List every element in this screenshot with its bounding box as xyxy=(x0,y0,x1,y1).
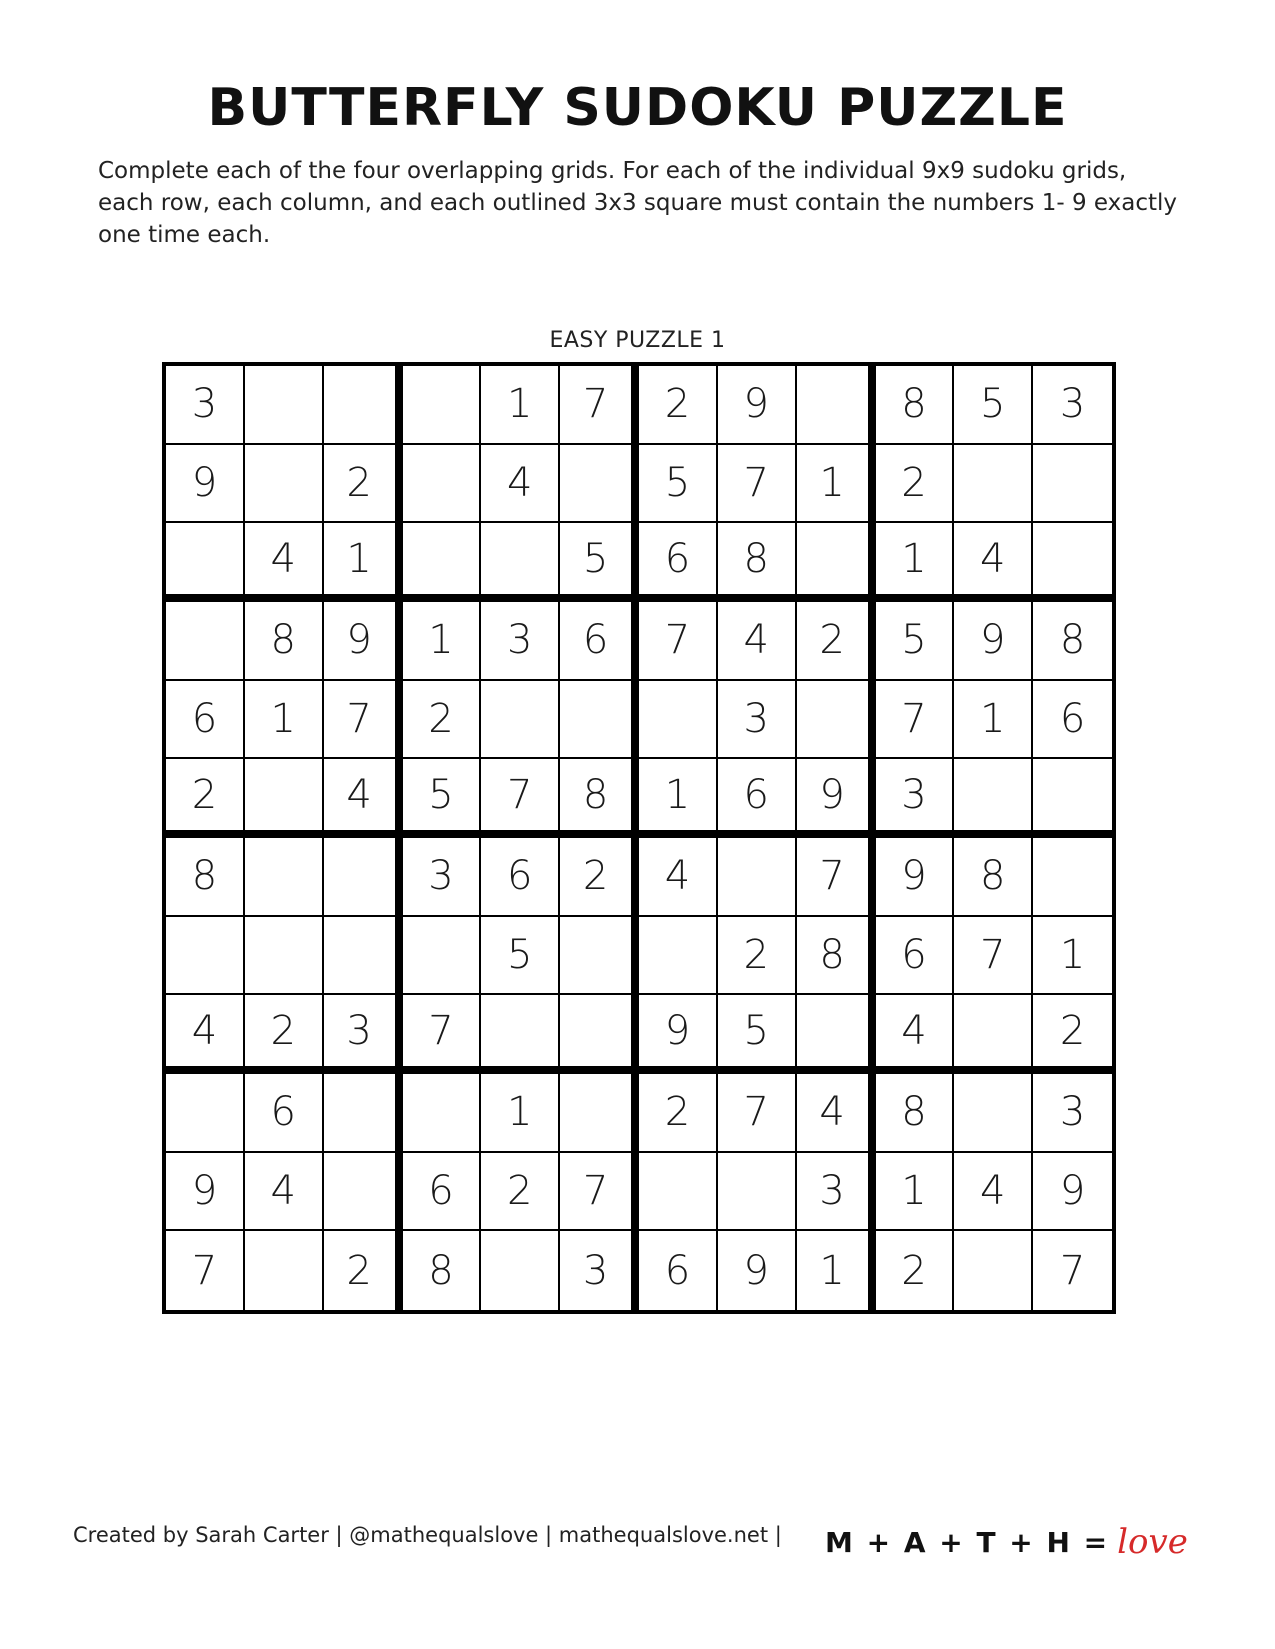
sudoku-cell: 2 xyxy=(324,445,403,524)
sudoku-cell: 4 xyxy=(245,1153,324,1232)
sudoku-cell xyxy=(245,445,324,524)
sudoku-cell xyxy=(718,838,797,917)
sudoku-cell xyxy=(403,445,482,524)
sudoku-cell: 4 xyxy=(324,759,403,838)
sudoku-cell: 1 xyxy=(639,759,718,838)
sudoku-cell xyxy=(166,602,245,681)
sudoku-cell: 8 xyxy=(876,1074,955,1153)
puzzle-label: EASY PUZZLE 1 xyxy=(549,328,726,353)
sudoku-cell: 8 xyxy=(403,1231,482,1310)
sudoku-cell xyxy=(797,523,876,602)
sudoku-cell: 1 xyxy=(797,1231,876,1310)
sudoku-cell: 3 xyxy=(403,838,482,917)
sudoku-cell xyxy=(954,1074,1033,1153)
sudoku-cell: 5 xyxy=(560,523,639,602)
sudoku-cell: 7 xyxy=(481,759,560,838)
sudoku-cell xyxy=(324,917,403,996)
sudoku-cell: 4 xyxy=(718,602,797,681)
sudoku-cell: 6 xyxy=(403,1153,482,1232)
sudoku-cell xyxy=(166,1074,245,1153)
sudoku-cell: 2 xyxy=(560,838,639,917)
sudoku-cell xyxy=(245,1231,324,1310)
sudoku-cell xyxy=(1033,523,1112,602)
sudoku-cell xyxy=(639,917,718,996)
sudoku-cell: 6 xyxy=(166,681,245,760)
sudoku-cell: 5 xyxy=(639,445,718,524)
sudoku-cell: 3 xyxy=(560,1231,639,1310)
sudoku-cell: 3 xyxy=(481,602,560,681)
sudoku-cell: 6 xyxy=(245,1074,324,1153)
sudoku-cell: 3 xyxy=(876,759,955,838)
sudoku-cell: 6 xyxy=(481,838,560,917)
sudoku-cell xyxy=(560,917,639,996)
sudoku-cell: 4 xyxy=(954,1153,1033,1232)
sudoku-cell: 1 xyxy=(954,681,1033,760)
sudoku-cell: 5 xyxy=(403,759,482,838)
sudoku-cell: 1 xyxy=(245,681,324,760)
sudoku-cell: 7 xyxy=(954,917,1033,996)
sudoku-cell: 8 xyxy=(797,917,876,996)
sudoku-cell: 4 xyxy=(797,1074,876,1153)
sudoku-cell xyxy=(324,838,403,917)
sudoku-cell: 2 xyxy=(324,1231,403,1310)
sudoku-cell xyxy=(481,995,560,1074)
sudoku-cell xyxy=(403,366,482,445)
sudoku-cell: 8 xyxy=(1033,602,1112,681)
sudoku-cell xyxy=(403,917,482,996)
sudoku-cell: 1 xyxy=(481,1074,560,1153)
sudoku-cell xyxy=(324,366,403,445)
sudoku-cell: 1 xyxy=(797,445,876,524)
sudoku-cell: 8 xyxy=(166,838,245,917)
sudoku-grid xyxy=(162,362,1116,1314)
sudoku-cell: 1 xyxy=(403,602,482,681)
sudoku-cell: 6 xyxy=(1033,681,1112,760)
sudoku-cell: 9 xyxy=(166,1153,245,1232)
sudoku-cell xyxy=(1033,838,1112,917)
footer-credit: Created by Sarah Carter | @mathequalslove | mathequalslove.net | xyxy=(73,1523,782,1547)
sudoku-cell: 2 xyxy=(639,1074,718,1153)
page-title: BUTTERFLY SUDOKU PUZZLE xyxy=(207,78,1068,138)
sudoku-cell xyxy=(560,445,639,524)
sudoku-cell: 3 xyxy=(1033,366,1112,445)
sudoku-cell: 8 xyxy=(876,366,955,445)
sudoku-cell: 2 xyxy=(797,602,876,681)
sudoku-cell: 2 xyxy=(876,445,955,524)
sudoku-cell: 7 xyxy=(718,445,797,524)
sudoku-cell: 1 xyxy=(1033,917,1112,996)
sudoku-cell: 3 xyxy=(797,1153,876,1232)
sudoku-cell xyxy=(1033,445,1112,524)
sudoku-cell xyxy=(324,1074,403,1153)
sudoku-cell xyxy=(481,1231,560,1310)
sudoku-cell xyxy=(166,523,245,602)
sudoku-cell: 9 xyxy=(718,366,797,445)
sudoku-cell xyxy=(639,681,718,760)
sudoku-cell xyxy=(245,759,324,838)
sudoku-cell: 4 xyxy=(954,523,1033,602)
sudoku-cell xyxy=(481,681,560,760)
sudoku-cell xyxy=(954,1231,1033,1310)
sudoku-cell xyxy=(403,523,482,602)
sudoku-cell: 2 xyxy=(403,681,482,760)
sudoku-cell: 7 xyxy=(797,838,876,917)
sudoku-cell: 8 xyxy=(560,759,639,838)
sudoku-cell: 6 xyxy=(560,602,639,681)
sudoku-cell: 9 xyxy=(718,1231,797,1310)
sudoku-cell: 1 xyxy=(876,523,955,602)
sudoku-cell xyxy=(245,838,324,917)
sudoku-cell: 6 xyxy=(718,759,797,838)
sudoku-cell xyxy=(718,1153,797,1232)
sudoku-cell: 8 xyxy=(718,523,797,602)
sudoku-cell: 8 xyxy=(954,838,1033,917)
sudoku-cell: 3 xyxy=(718,681,797,760)
sudoku-cell xyxy=(481,523,560,602)
sudoku-cell: 7 xyxy=(324,681,403,760)
sudoku-cell xyxy=(560,681,639,760)
sudoku-cell: 7 xyxy=(718,1074,797,1153)
sudoku-cell: 1 xyxy=(324,523,403,602)
sudoku-cell: 2 xyxy=(639,366,718,445)
sudoku-cell: 5 xyxy=(876,602,955,681)
sudoku-cell xyxy=(560,995,639,1074)
sudoku-cell xyxy=(245,366,324,445)
sudoku-cell: 5 xyxy=(481,917,560,996)
logo-text: M + A + T + H = xyxy=(825,1525,1110,1559)
sudoku-cell: 4 xyxy=(481,445,560,524)
sudoku-cell: 9 xyxy=(324,602,403,681)
sudoku-cell: 7 xyxy=(1059,1247,1086,1294)
sudoku-cell xyxy=(797,995,876,1074)
sudoku-cell: 5 xyxy=(718,995,797,1074)
sudoku-cell xyxy=(1033,759,1112,838)
sudoku-cell xyxy=(403,1074,482,1153)
sudoku-cell: 9 xyxy=(797,759,876,838)
sudoku-cell xyxy=(560,1074,639,1153)
sudoku-cell: 2 xyxy=(481,1153,560,1232)
sudoku-cell xyxy=(797,366,876,445)
sudoku-cell: 9 xyxy=(954,602,1033,681)
sudoku-cell: 6 xyxy=(639,523,718,602)
sudoku-cell: 6 xyxy=(639,1231,718,1310)
sudoku-cell xyxy=(954,995,1033,1074)
instructions: Complete each of the four overlapping grids. For each of the individual 9x9 sudoku grids, each row, each column, and each outlined 3x3 square must contain the numbers 1- 9 exactly one time each. xyxy=(98,158,1178,248)
sudoku-cell: 1 xyxy=(481,366,560,445)
sudoku-cell: 3 xyxy=(324,995,403,1074)
sudoku-cell: 2 xyxy=(876,1231,955,1310)
sudoku-cell xyxy=(166,917,245,996)
sudoku-cell: 9 xyxy=(876,838,955,917)
sudoku-cell xyxy=(954,759,1033,838)
sudoku-cell: 7 xyxy=(560,1153,639,1232)
sudoku-cell xyxy=(324,1153,403,1232)
sudoku-cell: 2 xyxy=(1033,995,1112,1074)
sudoku-cell: 9 xyxy=(1033,1153,1112,1232)
sudoku-cell: 7 xyxy=(560,366,639,445)
sudoku-cell xyxy=(639,1153,718,1232)
sudoku-cell: 6 xyxy=(876,917,955,996)
sudoku-cell: 2 xyxy=(718,917,797,996)
sudoku-cell: 7 xyxy=(639,602,718,681)
sudoku-cell xyxy=(245,917,324,996)
sudoku-cell: 2 xyxy=(166,759,245,838)
sudoku-cell: 3 xyxy=(166,366,245,445)
sudoku-cell: 4 xyxy=(639,838,718,917)
sudoku-cell: 1 xyxy=(876,1153,955,1232)
sudoku-cell: 7 xyxy=(403,995,482,1074)
sudoku-cell: 5 xyxy=(954,366,1033,445)
sudoku-cell: 7 xyxy=(876,681,955,760)
sudoku-cell: 3 xyxy=(1033,1074,1112,1153)
sudoku-cell: 7 xyxy=(166,1231,245,1310)
sudoku-cell: 4 xyxy=(166,995,245,1074)
sudoku-cell xyxy=(797,681,876,760)
sudoku-cell: 4 xyxy=(245,523,324,602)
sudoku-cell: 4 xyxy=(876,995,955,1074)
logo-love-word: love xyxy=(1117,1522,1188,1562)
sudoku-cell: 9 xyxy=(166,445,245,524)
logo xyxy=(825,1522,1188,1562)
sudoku-cell: 8 xyxy=(245,602,324,681)
sudoku-cell: 9 xyxy=(639,995,718,1074)
sudoku-cell: 2 xyxy=(245,995,324,1074)
sudoku-cell xyxy=(954,445,1033,524)
